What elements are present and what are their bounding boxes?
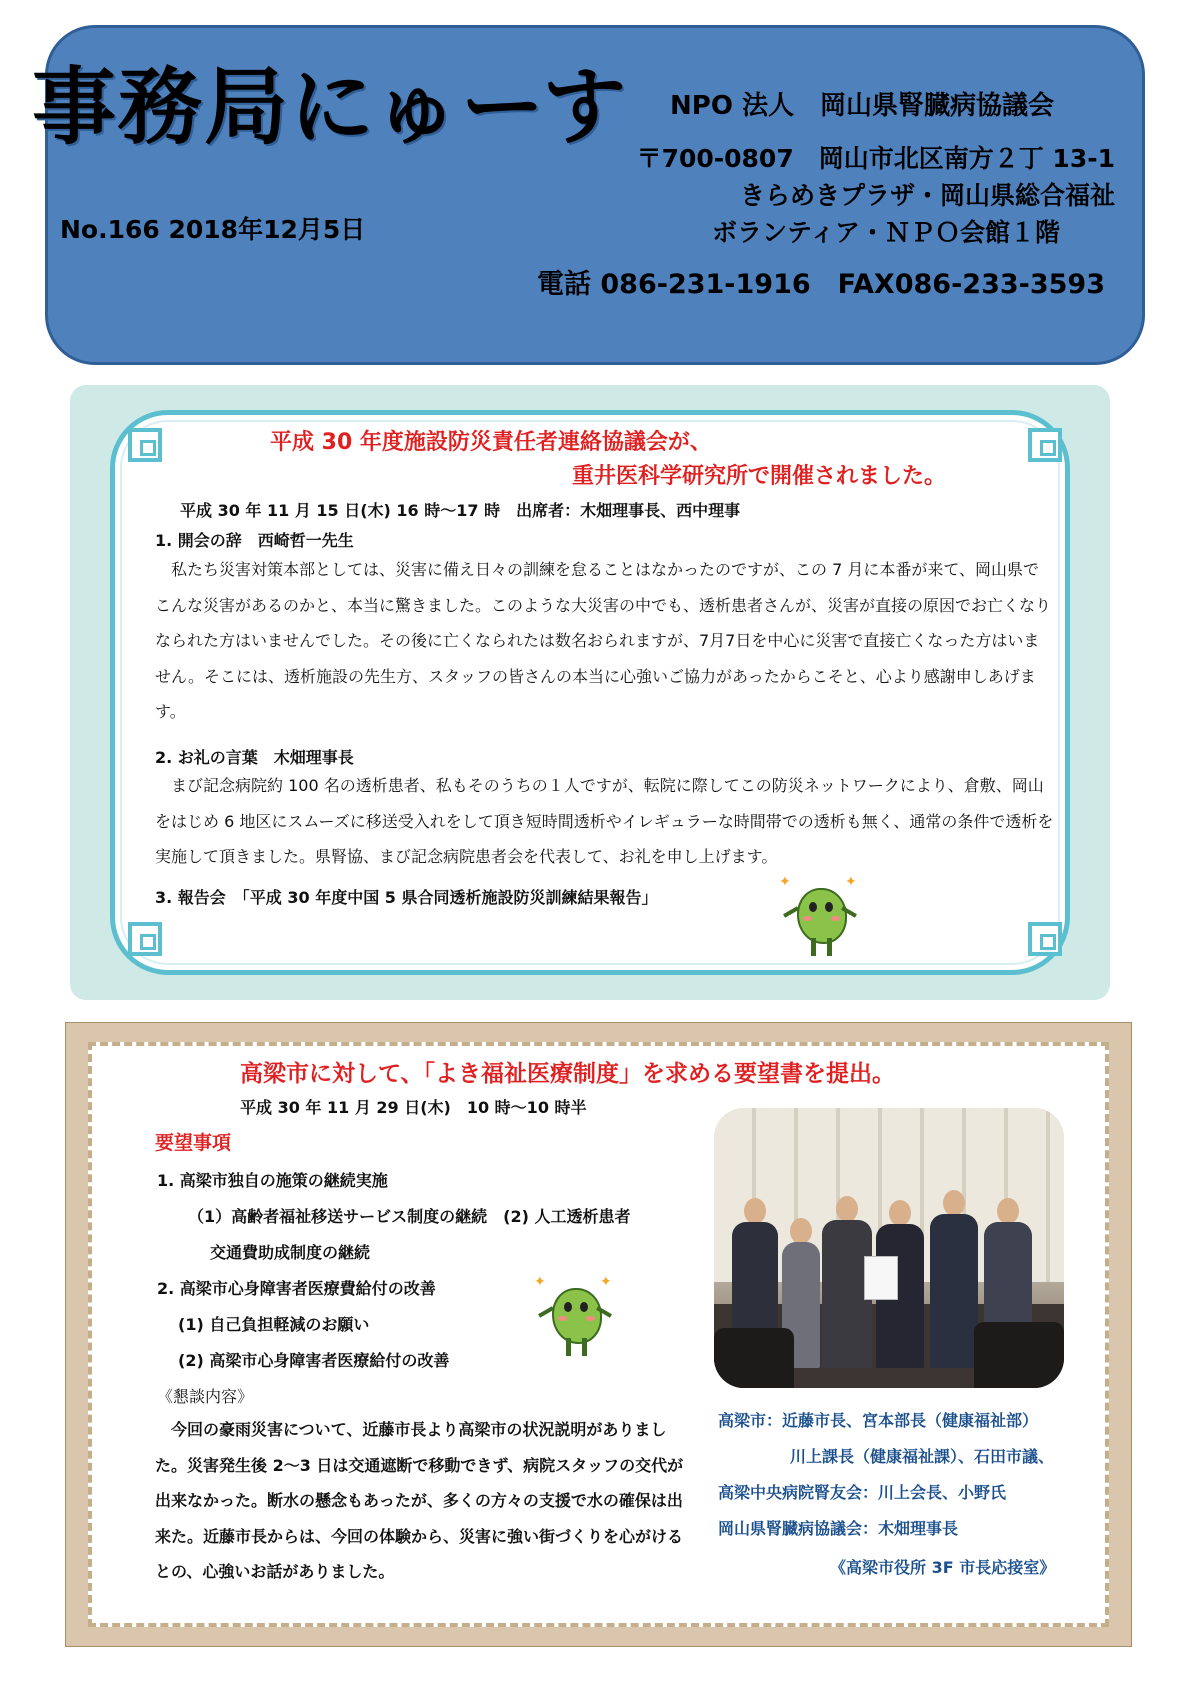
talk-paragraph: 今回の豪雨災害について、近藤市長より高梁市の状況説明がありました。災害発生後 2～3 日は交通遮断で移動できず、病院スタッフの交代が出来なかった。断水の懸念もあったが、多くの方々の支援で水の確保は出来た。近藤市長からは、今回の体験から、災害に強い街づくりを心がけるとの、心強いお話がありました。: [155, 1420, 684, 1581]
organization-name: NPO 法人 岡山県腎臓病協議会: [670, 91, 1054, 121]
issue-number-date: No.166 2018年12月5日: [60, 215, 366, 244]
section1-heading: 2. お礼の言葉 木畑理事長: [155, 748, 354, 767]
photo-caption: 岡山県腎臓病協議会：木畑理事長: [718, 1519, 959, 1538]
frame-knot-icon: [128, 922, 162, 956]
section1-paragraph: 私たち災害対策本部としては、災害に備え日々の訓練を怠ることはなかったのですが、この 7 月に本番が来て、岡山県でこんな災害があるのかと、本当に驚きました。このような大災害の中でも、透析患者さんが、災害が直接の原因でお亡くなりなられた方はいませんでした。その後に亡くなられたは数名おられますが、7月7日を中心に災害で直接亡くなった方はいません。そこには、透析施設の先生方、スタッフの皆さんの本当に心強いご協力があったからこそと、心より感謝申しあげます。: [155, 560, 1052, 721]
request-item: 2. 高梁市心身障害者医療費給付の改善: [157, 1279, 436, 1298]
frame-knot-icon: [1028, 922, 1062, 956]
bean-mascot-icon: ✦ ✦: [540, 1280, 610, 1360]
request-item: 1. 高梁市独自の施策の継続実施: [157, 1171, 388, 1190]
masthead-title: 事務局にゅーす: [32, 58, 629, 156]
frame-knot-icon: [1028, 428, 1062, 462]
section1-title: 平成 30 年度施設防災責任者連絡協議会が、: [270, 430, 712, 455]
photo-caption: 高梁市：近藤市長、宮本部長（健康福祉部）: [718, 1411, 1039, 1430]
section2-title: 高梁市に対して、「よき福祉医療制度」を求める要望書を提出。: [240, 1061, 896, 1087]
request-subitem: (1) 自己負担軽減のお願い: [178, 1315, 370, 1334]
address-line: 〒700-0807 岡山市北区南方２丁 13-1: [636, 144, 1115, 173]
bean-mascot-icon: ✦ ✦: [785, 880, 855, 960]
request-subitem: 交通費助成制度の継続: [210, 1243, 371, 1262]
address-line: きらめきプラザ・岡山県総合福祉: [739, 181, 1115, 210]
address-line: ボランティア・ＮＰＯ会館１階: [711, 218, 1060, 247]
section2-meta: 平成 30 年 11 月 29 日(木) 10 時～10 時半: [240, 1098, 587, 1117]
request-subitem: (2) 高梁市心身障害者医療給付の改善: [178, 1351, 450, 1370]
section1-heading: 1. 開会の辞 西崎哲一先生: [155, 531, 354, 550]
photo-location: 《高梁市役所 3F 市長応接室》: [830, 1558, 1056, 1577]
address-block: [637, 140, 1115, 251]
meeting-photo: [714, 1108, 1064, 1388]
request-subitem: （1）高齢者福祉移送サービス制度の継続 (2) 人工透析患者: [188, 1207, 631, 1226]
photo-caption: 高梁中央病院腎友会：川上会長、小野氏: [718, 1483, 1007, 1502]
phone-fax: 電話 086-231-1916 FAX086-233-3593: [536, 269, 1105, 300]
requests-heading: 要望事項: [155, 1132, 232, 1154]
section1-paragraph: まび記念病院約 100 名の透析患者、私もそのうちの１人ですが、転院に際してこの防災ネットワークにより、倉敷、岡山をはじめ 6 地区にスムーズに移送受入れをして頂き短時間透析やイレギュラーな時間帯での透析も無く、通常の条件で透析を実施して頂きました。県腎協、まび記念病院患者会を代表して、お礼を申し上げます。: [155, 776, 1054, 866]
frame-knot-icon: [128, 428, 162, 462]
talk-heading: 《懇談内容》: [157, 1387, 254, 1406]
photo-caption: 川上課長（健康福祉課）、石田市議、: [790, 1447, 1055, 1466]
section1-heading: 3. 報告会 「平成 30 年度中国 5 県合同透析施設防災訓練結果報告」: [155, 888, 658, 907]
section1-title: 重井医科学研究所で開催されました。: [572, 464, 947, 489]
section1-meta: 平成 30 年 11 月 15 日(木) 16 時～17 時 出席者：木畑理事長、西中理事: [180, 501, 741, 520]
